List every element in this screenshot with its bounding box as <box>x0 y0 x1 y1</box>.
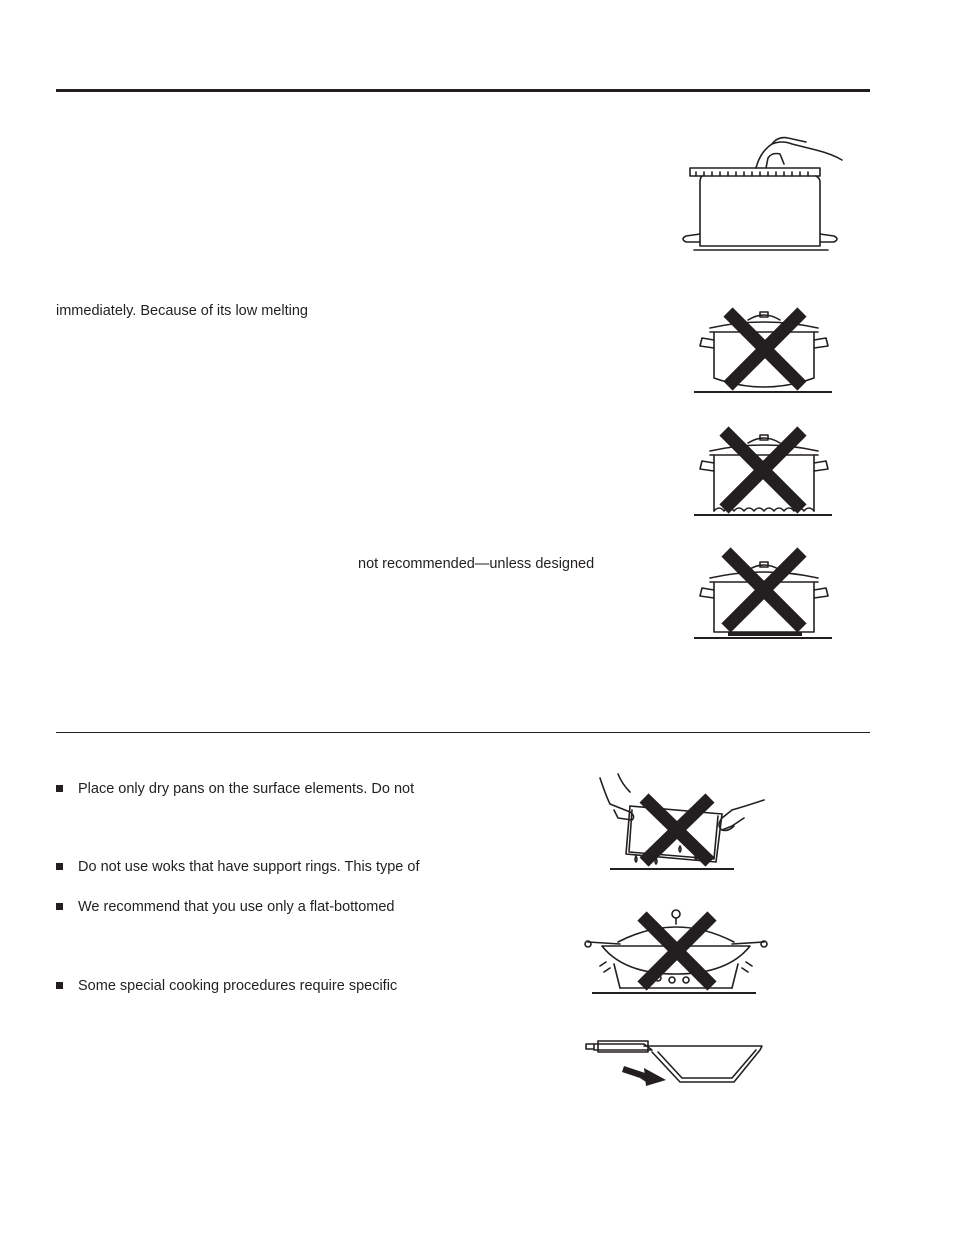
bullet-square-icon <box>56 785 63 792</box>
bullet-dry-pans: Place only dry pans on the surface elements. Do not <box>56 780 414 798</box>
bullet-special-cooking: Some special cooking procedures require specific <box>56 977 397 995</box>
bullet-square-icon <box>56 982 63 989</box>
section-top-rule <box>56 89 870 92</box>
bullet-square-icon <box>56 903 63 910</box>
bullet-wok-rings: Do not use woks that have support rings. This type of <box>56 858 419 876</box>
warped-pan-illustration <box>694 306 834 396</box>
wet-pan-illustration <box>596 770 776 874</box>
bullet-square-icon <box>56 863 63 870</box>
ruler-flatness-illustration <box>676 134 856 259</box>
aluminum-foil-text: immediately. Because of its low melting <box>56 303 308 319</box>
section-divider <box>56 732 870 733</box>
wok-ring-illustration <box>580 906 770 998</box>
ridged-pan-illustration <box>694 425 834 520</box>
bullet-flat-bottom-wok: We recommend that you use only a flat-bottomed <box>56 898 394 916</box>
flat-bottom-wok-illustration <box>584 1036 768 1092</box>
canning-text: not recommended—unless designed <box>358 556 595 572</box>
oversized-pan-illustration <box>694 548 834 643</box>
